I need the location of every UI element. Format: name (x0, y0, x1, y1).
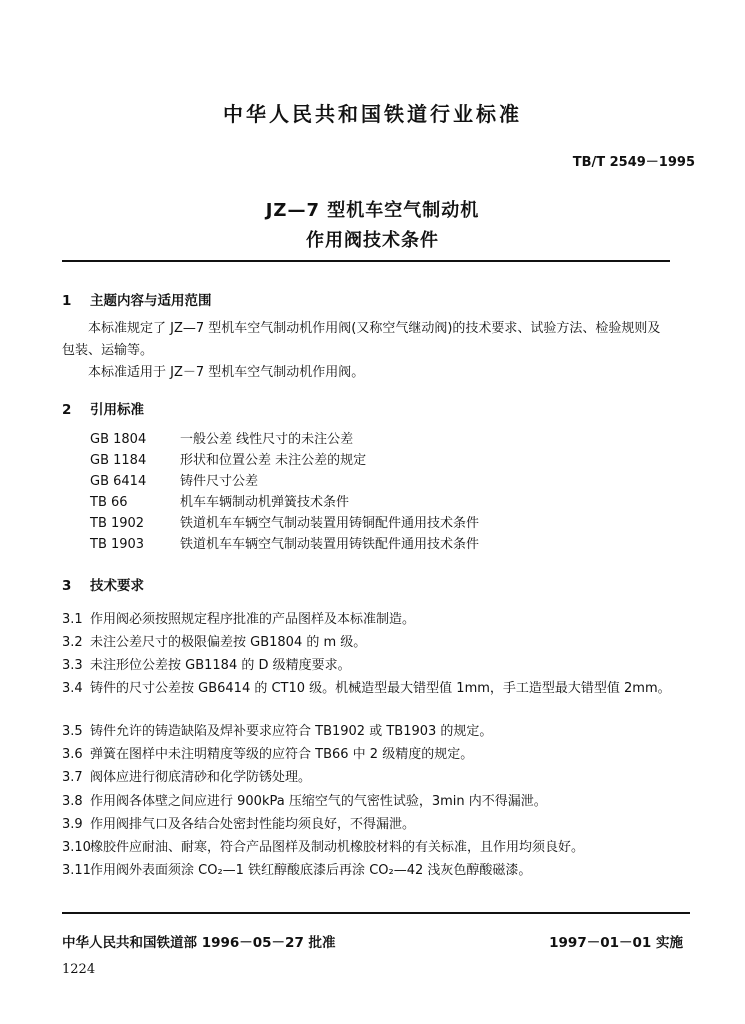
implementation-date: 1997－01－01 实施 (549, 935, 683, 951)
reference-code: TB 1902 (90, 516, 145, 531)
reference-row (90, 429, 650, 450)
header-divider (62, 260, 670, 262)
requirement-item (62, 766, 672, 789)
section-1-paragraph-1: 本标准规定了 JZ—7 型机车空气制动机作用阀(又称空气继动阀)的技术要求、试验方法、检验规则及包装、运输等。 (62, 321, 661, 358)
requirement-item (62, 836, 672, 859)
reference-title: 一般公差 线性尺寸的未注公差 (180, 432, 354, 447)
requirement-item (62, 859, 672, 882)
requirement-number: 3.6 (62, 747, 83, 762)
requirement-item (62, 790, 672, 813)
requirement-text: 作用阀排气口及各结合处密封性能均须良好，不得漏泄。 (90, 817, 416, 832)
requirement-text: 作用阀必须按照规定程序批准的产品图样及本标准制造。 (90, 612, 416, 627)
requirement-item (62, 743, 672, 766)
section-2-title: 引用标准 (90, 402, 144, 418)
reference-title: 形状和位置公差 未注公差的规定 (180, 453, 367, 468)
requirement-number: 3.2 (62, 635, 83, 650)
reference-row (90, 534, 650, 555)
requirement-item (62, 631, 672, 654)
reference-row (90, 471, 650, 492)
reference-code: TB 1903 (90, 537, 145, 552)
section-2-number: 2 (62, 402, 72, 418)
requirement-number: 3.9 (62, 817, 83, 832)
reference-code: GB 1804 (90, 432, 147, 447)
requirement-number: 3.10 (62, 840, 91, 855)
requirement-text: 铸件的尺寸公差按 GB6414 的 CT10 级。机械造型最大错型值 1mm，手工造型最大错型值 2mm。 (90, 681, 671, 696)
requirement-number: 3.11 (62, 863, 91, 878)
document-title-line-2: 作用阀技术条件 (306, 230, 439, 251)
reference-row (90, 513, 650, 534)
requirement-item (62, 677, 672, 700)
section-1-title: 主题内容与适用范围 (90, 293, 212, 309)
requirement-text: 未注公差尺寸的极限偏差按 GB1804 的 m 级。 (90, 635, 367, 650)
standard-number: TB/T 2549－1995 (572, 155, 695, 170)
requirement-text: 作用阀各体壁之间应进行 900kPa 压缩空气的气密性试验，3min 内不得漏泄。 (90, 794, 547, 809)
requirement-number: 3.5 (62, 724, 83, 739)
reference-standards-list (90, 429, 650, 555)
section-1-paragraph-2: 本标准适用于 JZ－7 型机车空气制动机作用阀。 (88, 365, 365, 380)
page-number: 1224 (62, 962, 96, 977)
requirement-text: 铸件允许的铸造缺陷及焊补要求应符合 TB1902 或 TB1903 的规定。 (90, 724, 493, 739)
requirement-number: 3.1 (62, 612, 83, 627)
section-1-heading (62, 289, 212, 309)
reference-code: GB 6414 (90, 474, 147, 489)
requirement-text: 橡胶件应耐油、耐寒，符合产品图样及制动机橡胶材料的有关标准，且作用均须良好。 (90, 840, 585, 855)
document-title-line-1: JZ—7 型机车空气制动机 (265, 200, 480, 221)
requirement-text: 未注形位公差按 GB1184 的 D 级精度要求。 (90, 658, 351, 673)
section-3-number: 3 (62, 578, 72, 594)
reference-row (90, 450, 650, 471)
reference-title: 铸件尺寸公差 (180, 474, 259, 489)
section-3-title: 技术要求 (90, 578, 144, 594)
footer-divider (62, 912, 690, 914)
reference-title: 铁道机车车辆空气制动装置用铸铜配件通用技术条件 (180, 516, 480, 531)
reference-title: 机车车辆制动机弹簧技术条件 (180, 495, 350, 510)
section-1-number: 1 (62, 293, 72, 309)
requirement-item (62, 608, 672, 631)
requirement-item (62, 720, 672, 743)
requirement-number: 3.7 (62, 770, 83, 785)
standard-category-title: 中华人民共和国铁道行业标准 (223, 102, 522, 126)
reference-title: 铁道机车车辆空气制动装置用铸铁配件通用技术条件 (180, 537, 480, 552)
requirement-item (62, 654, 672, 677)
requirement-text: 作用阀外表面须涂 CO₂—1 铁红醇酸底漆后再涂 CO₂—42 浅灰色醇酸磁漆。 (90, 863, 532, 878)
reference-row (90, 492, 650, 513)
section-2-heading (62, 398, 144, 418)
reference-code: TB 66 (90, 495, 128, 510)
requirement-text: 阀体应进行彻底清砂和化学防锈处理。 (90, 770, 312, 785)
requirement-item (62, 813, 672, 836)
requirement-number: 3.8 (62, 794, 83, 809)
requirement-text: 弹簧在图样中未注明精度等级的应符合 TB66 中 2 级精度的规定。 (90, 747, 474, 762)
requirement-number: 3.3 (62, 658, 83, 673)
reference-code: GB 1184 (90, 453, 147, 468)
approval-statement: 中华人民共和国铁道部 1996－05－27 批准 (62, 935, 336, 951)
requirement-number: 3.4 (62, 681, 83, 696)
section-3-heading (62, 574, 144, 594)
